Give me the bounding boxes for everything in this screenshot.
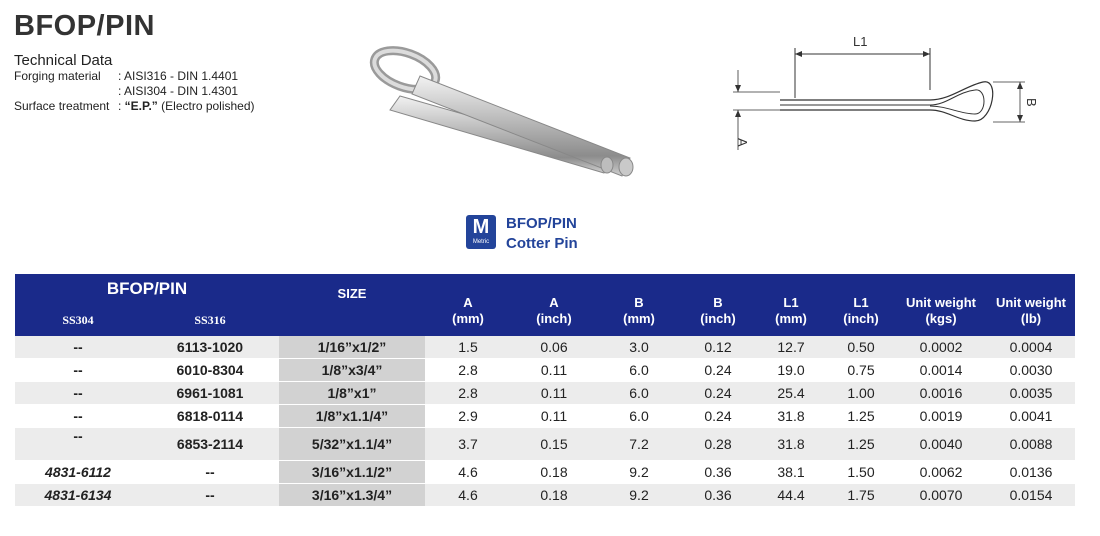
ss316-code: 6113-1020 bbox=[141, 336, 279, 359]
header-l1-mm: L1 (mm) bbox=[755, 274, 827, 336]
ss304-code: -- bbox=[15, 405, 141, 428]
product-description: Cotter Pin bbox=[506, 235, 578, 252]
table-row bbox=[15, 428, 1075, 461]
value-cell: 0.36 bbox=[681, 461, 755, 484]
value-cell: 3.7 bbox=[425, 428, 511, 461]
product-code: BFOP/PIN bbox=[506, 215, 577, 232]
dim-l1-label: L1 bbox=[853, 34, 868, 49]
ss304-code: 4831-6112 bbox=[15, 461, 141, 484]
header-l1-inch: L1 (inch) bbox=[827, 274, 895, 336]
metric-badge bbox=[466, 215, 496, 249]
value-cell: 0.24 bbox=[681, 405, 755, 428]
value-cell: 0.0136 bbox=[987, 461, 1075, 484]
ss316-code: -- bbox=[141, 461, 279, 484]
value-cell: 0.0019 bbox=[895, 405, 987, 428]
table-row bbox=[15, 484, 1075, 507]
value-cell: 3.0 bbox=[597, 336, 681, 359]
value-cell: 19.0 bbox=[755, 359, 827, 382]
value-cell: 6.0 bbox=[597, 359, 681, 382]
value-cell: 1.50 bbox=[827, 461, 895, 484]
value-cell: 6.0 bbox=[597, 405, 681, 428]
size-cell: 1/16”x1/2” bbox=[279, 336, 425, 359]
size-cell: 1/8”x1” bbox=[279, 382, 425, 405]
forging-value-2: : AISI304 - DIN 1.4301 bbox=[118, 84, 239, 98]
forging-value-1: : AISI316 - DIN 1.4401 bbox=[118, 69, 239, 83]
header-ss304: SS304 bbox=[15, 304, 141, 336]
technical-data bbox=[14, 53, 255, 114]
value-cell: 0.0154 bbox=[987, 484, 1075, 507]
value-cell: 0.11 bbox=[511, 382, 597, 405]
value-cell: 1.25 bbox=[827, 428, 895, 461]
value-cell: 0.0041 bbox=[987, 405, 1075, 428]
value-cell: 2.9 bbox=[425, 405, 511, 428]
value-cell: 7.2 bbox=[597, 428, 681, 461]
value-cell: 0.11 bbox=[511, 405, 597, 428]
spec-table bbox=[15, 274, 1075, 507]
value-cell: 38.1 bbox=[755, 461, 827, 484]
value-cell: 0.15 bbox=[511, 428, 597, 461]
value-cell: 0.18 bbox=[511, 461, 597, 484]
size-cell: 1/8”x1.1/4” bbox=[279, 405, 425, 428]
table-row bbox=[15, 405, 1075, 428]
value-cell: 6.0 bbox=[597, 382, 681, 405]
technical-drawing bbox=[725, 30, 1045, 160]
dim-a-label: A bbox=[735, 138, 750, 147]
page-title: BFOP/PIN bbox=[14, 10, 155, 42]
value-cell: 0.75 bbox=[827, 359, 895, 382]
value-cell: 0.0002 bbox=[895, 336, 987, 359]
ss316-code: 6010-8304 bbox=[141, 359, 279, 382]
value-cell: 4.6 bbox=[425, 484, 511, 507]
ss304-code: -- bbox=[15, 382, 141, 405]
value-cell: 0.0088 bbox=[987, 428, 1075, 461]
product-name bbox=[506, 214, 578, 254]
ss316-code: 6853-2114 bbox=[141, 428, 279, 461]
header-size: SIZE bbox=[279, 274, 425, 336]
value-cell: 9.2 bbox=[597, 484, 681, 507]
technical-heading: Technical Data bbox=[14, 52, 113, 69]
value-cell: 0.06 bbox=[511, 336, 597, 359]
header-b-mm: B (mm) bbox=[597, 274, 681, 336]
value-cell: 31.8 bbox=[755, 428, 827, 461]
header-ss316: SS316 bbox=[141, 304, 279, 336]
dim-b-label: B bbox=[1024, 98, 1039, 107]
header-a-mm: A (mm) bbox=[425, 274, 511, 336]
metric-badge-letter: M bbox=[472, 216, 490, 238]
header-group: BFOP/PIN bbox=[15, 274, 279, 304]
value-cell: 0.50 bbox=[827, 336, 895, 359]
header-a-inch: A (inch) bbox=[511, 274, 597, 336]
header-b-inch: B (inch) bbox=[681, 274, 755, 336]
value-cell: 0.0070 bbox=[895, 484, 987, 507]
value-cell: 1.5 bbox=[425, 336, 511, 359]
ss304-code: -- bbox=[15, 428, 141, 461]
value-cell: 0.0004 bbox=[987, 336, 1075, 359]
value-cell: 0.36 bbox=[681, 484, 755, 507]
ss304-code: -- bbox=[15, 336, 141, 359]
value-cell: 1.25 bbox=[827, 405, 895, 428]
cotter-pin-photo bbox=[360, 38, 650, 188]
ss316-code: -- bbox=[141, 484, 279, 507]
ss304-code: -- bbox=[15, 359, 141, 382]
value-cell: 0.0016 bbox=[895, 382, 987, 405]
value-cell: 0.0040 bbox=[895, 428, 987, 461]
value-cell: 31.8 bbox=[755, 405, 827, 428]
size-cell: 3/16”x1.1/2” bbox=[279, 461, 425, 484]
value-cell: 0.11 bbox=[511, 359, 597, 382]
value-cell: 0.0030 bbox=[987, 359, 1075, 382]
value-cell: 9.2 bbox=[597, 461, 681, 484]
value-cell: 12.7 bbox=[755, 336, 827, 359]
value-cell: 4.6 bbox=[425, 461, 511, 484]
ss316-code: 6818-0114 bbox=[141, 405, 279, 428]
table-row bbox=[15, 461, 1075, 484]
table-row bbox=[15, 336, 1075, 359]
value-cell: 0.24 bbox=[681, 359, 755, 382]
value-cell: 1.75 bbox=[827, 484, 895, 507]
size-cell: 1/8”x3/4” bbox=[279, 359, 425, 382]
value-cell: 2.8 bbox=[425, 359, 511, 382]
header-weight-lb: Unit weight (lb) bbox=[987, 274, 1075, 336]
value-cell: 1.00 bbox=[827, 382, 895, 405]
value-cell: 2.8 bbox=[425, 382, 511, 405]
value-cell: 44.4 bbox=[755, 484, 827, 507]
value-cell: 0.0035 bbox=[987, 382, 1075, 405]
metric-badge-text: Metric bbox=[472, 239, 490, 245]
value-cell: 0.12 bbox=[681, 336, 755, 359]
surface-label: Surface treatment bbox=[14, 99, 110, 113]
value-cell: 25.4 bbox=[755, 382, 827, 405]
ss304-code: 4831-6134 bbox=[15, 484, 141, 507]
header-weight-kgs: Unit weight (kgs) bbox=[895, 274, 987, 336]
table-row bbox=[15, 382, 1075, 405]
value-cell: 0.0014 bbox=[895, 359, 987, 382]
surface-value: : “E.P.” (Electro polished) bbox=[118, 99, 255, 113]
table-row bbox=[15, 359, 1075, 382]
value-cell: 0.28 bbox=[681, 428, 755, 461]
size-cell: 3/16”x1.3/4” bbox=[279, 484, 425, 507]
forging-label: Forging material bbox=[14, 69, 101, 83]
value-cell: 0.24 bbox=[681, 382, 755, 405]
value-cell: 0.18 bbox=[511, 484, 597, 507]
value-cell: 0.0062 bbox=[895, 461, 987, 484]
size-cell: 5/32”x1.1/4” bbox=[279, 428, 425, 461]
ss316-code: 6961-1081 bbox=[141, 382, 279, 405]
